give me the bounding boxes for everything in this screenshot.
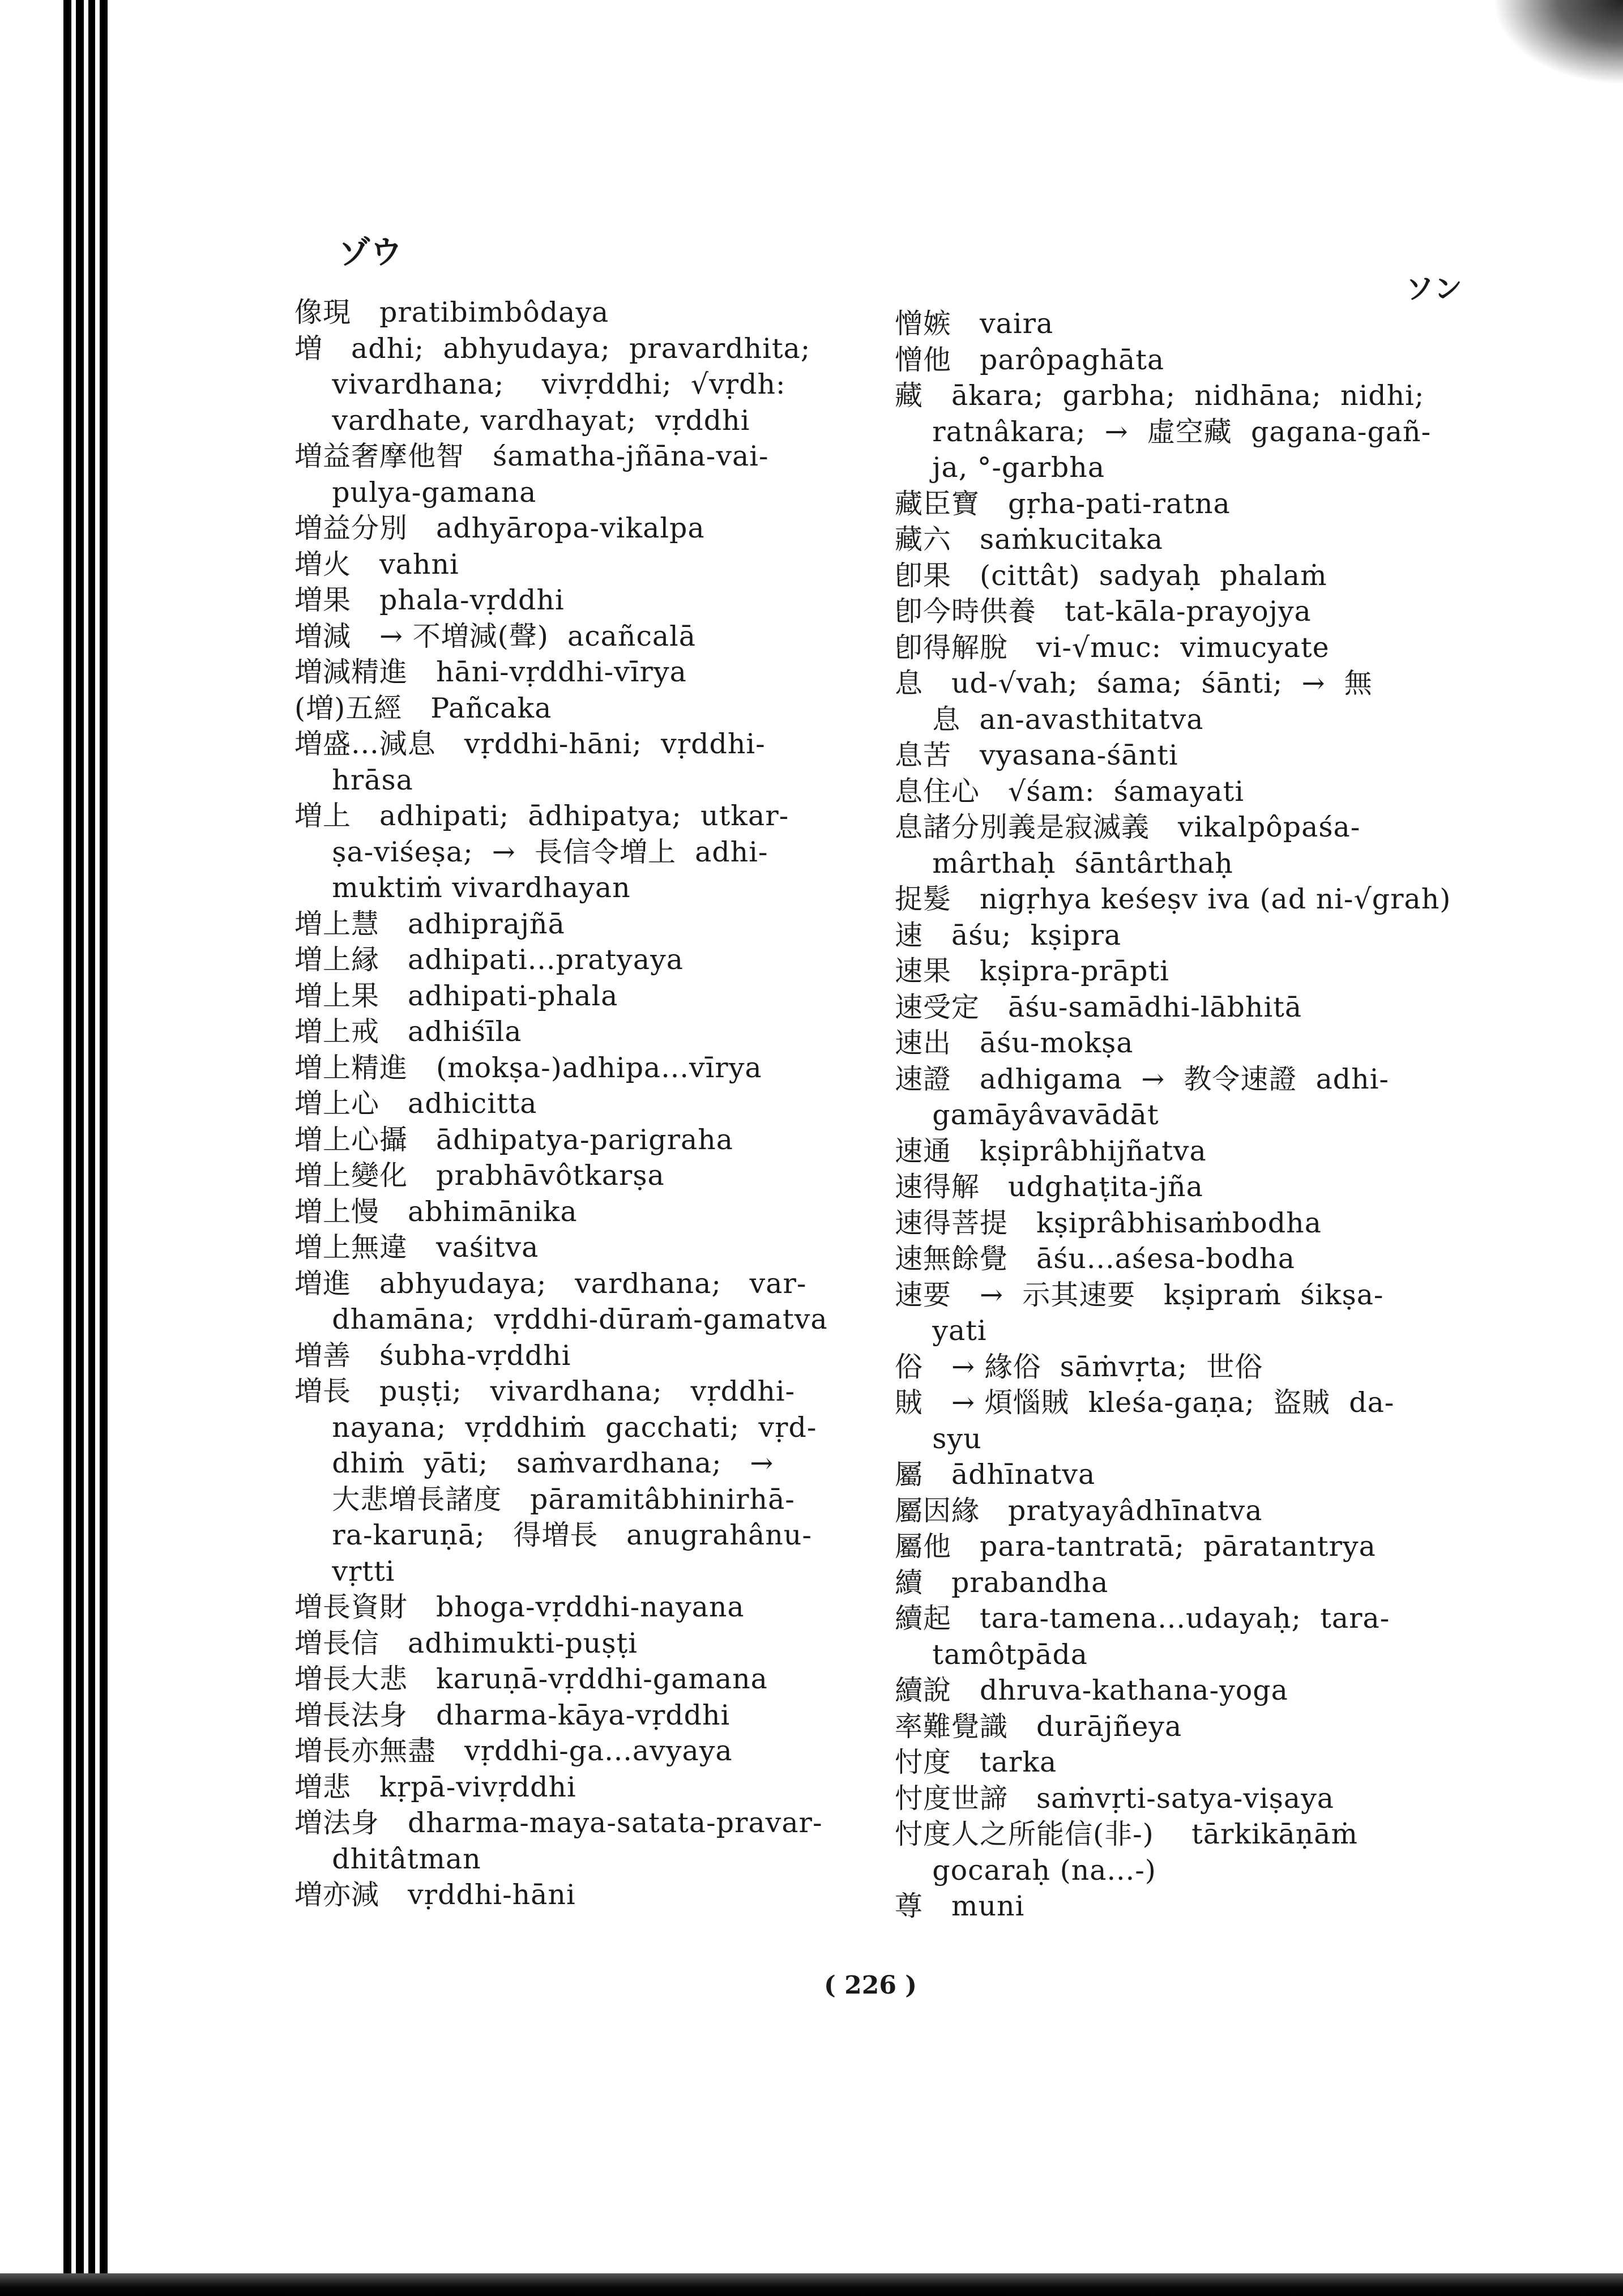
dictionary-entry-line: 増益分別 adhyāropa-vikalpa [294, 512, 705, 544]
dictionary-entry-line: 速證 adhigama → 教令速證 adhi- [895, 1062, 1389, 1095]
dictionary-entry-line: 大悲増長諸度 pāramitâbhinirhā- [294, 1483, 795, 1516]
dictionary-entry-line: 尊 muni [895, 1890, 1025, 1922]
dictionary-entry-line: 増減 → 不増減(聲) acañcalā [294, 620, 696, 652]
dictionary-entry-line: 増長資財 bhoga-vṛddhi-nayana [294, 1591, 745, 1623]
dictionary-entry-line: 増上慢 abhimānika [294, 1195, 578, 1228]
dictionary-entry-line: 像現 pratibimbôdaya [294, 296, 609, 328]
dictionary-entry-line: 息 an-avasthitatva [895, 703, 1204, 736]
dictionary-entry-line: 増長大悲 karuṇā-vṛddhi-gamana [294, 1663, 768, 1695]
dictionary-entry-line: 増長信 adhimukti-puṣṭi [294, 1627, 638, 1659]
dictionary-entry-line: 増上果 adhipati-phala [294, 979, 618, 1012]
dictionary-entry-line: nayana; vṛddhiṁ gacchati; vṛd- [294, 1411, 817, 1444]
scan-corner-shadow [1493, 0, 1623, 85]
dictionary-entry-line: 増上慧 adhiprajñā [294, 907, 565, 940]
dictionary-entry-line: hrāsa [294, 763, 413, 796]
dictionary-entry-line: 増亦減 vṛddhi-hāni [294, 1879, 576, 1911]
dictionary-entry-line: (増)五經 Pañcaka [294, 692, 552, 724]
dictionary-entry-line: 速得菩提 kṣiprâbhisaṁbodha [895, 1206, 1322, 1239]
dictionary-entry-line: 速通 kṣiprâbhijñatva [895, 1134, 1207, 1167]
dictionary-entry-line: dhiṁ yāti; saṁvardhana; → [294, 1447, 774, 1479]
dictionary-entry-line: vṛtti [294, 1555, 395, 1587]
dictionary-entry-line: 屬 ādhīnatva [895, 1458, 1096, 1491]
dictionary-entry-line: ṣa-viśeṣa; → 長信令増上 adhi- [294, 835, 768, 868]
left-column [294, 295, 849, 1913]
dictionary-entry-line: 増長 puṣṭi; vivardhana; vṛddhi- [294, 1375, 796, 1407]
dictionary-entry-line: 増悲 kṛpā-vivṛddhi [294, 1770, 576, 1803]
dictionary-entry-line: 増進 abhyudaya; vardhana; var- [294, 1267, 807, 1300]
dictionary-entry-line: 速無餘覺 āśu...aśesa-bodha [895, 1243, 1295, 1275]
dictionary-entry-line: vardhate, vardhayat; vṛddhi [294, 404, 750, 437]
dictionary-entry-line: mârthaḥ śāntârthaḥ [895, 847, 1233, 880]
dictionary-entry-line: 増上戒 adhiśīla [294, 1015, 522, 1048]
dictionary-entry-line: 俗 → 緣俗 sāṁvṛta; 世俗 [895, 1350, 1263, 1383]
running-head-left: ゾウ [339, 234, 402, 271]
dictionary-entry-line: dhitâtman [294, 1842, 481, 1875]
dictionary-entry-line: 増盛...減息 vṛddhi-hāni; vṛddhi- [294, 728, 766, 760]
dictionary-entry-line: 増上精進 (mokṣa-)adhipa...vīrya [294, 1051, 762, 1084]
dictionary-entry-line: 増果 phala-vṛddhi [294, 584, 565, 616]
book-binding-edge [0, 0, 113, 2296]
dictionary-entry-line: 増善 śubha-vṛddhi [294, 1339, 571, 1372]
dictionary-entry-line: 忖度人之所能信(非-) tārkikāṇāṁ [895, 1818, 1358, 1850]
dictionary-entry-line: 續起 tara-tamena...udayaḥ; tara- [895, 1602, 1390, 1634]
dictionary-entry-line: 増上無違 vaśitva [294, 1231, 539, 1264]
dictionary-entry-line: 率難覺識 durājñeya [895, 1710, 1182, 1743]
dictionary-entry-line: 増上 adhipati; ādhipatya; utkar- [294, 800, 789, 832]
dictionary-entry-line: 増上變化 prabhāvôtkarṣa [294, 1159, 665, 1192]
dictionary-entry-line: 速得解 udghaṭita-jña [895, 1171, 1203, 1203]
dictionary-entry-line: tamôtpāda [895, 1638, 1088, 1671]
dictionary-entry-line: 増法身 dharma-maya-satata-pravar- [294, 1807, 823, 1839]
dictionary-entry-line: 増 adhi; abhyudaya; pravardhita; [294, 332, 811, 365]
dictionary-entry-line: 卽得解脫 vi-√muc: vimucyate [895, 631, 1330, 664]
dictionary-entry-line: 息 ud-√vah; śama; śānti; → 無 [895, 667, 1373, 699]
dictionary-entry-line: 卽今時供養 tat-kāla-prayojya [895, 595, 1312, 628]
dictionary-entry-line: 速受定 āśu-samādhi-lābhitā [895, 991, 1302, 1023]
dictionary-entry-line: 藏 ākara; garbha; nidhāna; nidhi; [895, 379, 1425, 412]
dictionary-entry-line: 憎嫉 vaira [895, 308, 1054, 340]
dictionary-entry-line: 増益奢摩他智 śamatha-jñāna-vai- [294, 440, 769, 472]
dictionary-entry-line: syu [895, 1422, 982, 1455]
dictionary-entry-line: 増減精進 hāni-vṛddhi-vīrya [294, 656, 687, 688]
right-column [895, 306, 1450, 1924]
dictionary-entry-line: 速出 āśu-mokṣa [895, 1027, 1134, 1059]
dictionary-entry-line: muktiṁ vivardhayan [294, 872, 631, 904]
dictionary-entry-line: 續說 dhruva-kathana-yoga [895, 1674, 1288, 1706]
dictionary-entry-line: gamāyâvavādāt [895, 1099, 1159, 1131]
dictionary-entry-line: pulya-gamana [294, 476, 537, 509]
dictionary-entry-line: 忖度世諦 saṁvṛti-satya-viṣaya [895, 1782, 1334, 1815]
dictionary-entry-line: 増上心 adhicitta [294, 1087, 537, 1120]
dictionary-entry-line: ja, °-garbha [895, 451, 1105, 484]
dictionary-entry-line: 増上心攝 ādhipatya-parigraha [294, 1123, 733, 1156]
dictionary-entry-line: dhamāna; vṛddhi-dūraṁ-gamatva [294, 1303, 828, 1335]
dictionary-entry-line: 増上縁 adhipati...pratyaya [294, 944, 684, 976]
dictionary-entry-line: 屬因緣 pratyayâdhīnatva [895, 1494, 1263, 1527]
dictionary-entry-line: vivardhana; vivṛddhi; √vṛdh: [294, 368, 786, 400]
dictionary-entry-line: 續 prabandha [895, 1566, 1109, 1599]
dictionary-entry-line: 藏六 saṁkucitaka [895, 523, 1163, 556]
running-head-right: ソン [1406, 272, 1462, 305]
scan-bottom-edge [0, 2273, 1623, 2296]
dictionary-entry-line: gocaraḥ (na...-) [895, 1854, 1156, 1887]
dictionary-entry-line: 息諸分別義是寂滅義 vikalpôpaśa- [895, 811, 1361, 843]
dictionary-entry-line: 卽果 (cittât) sadyaḥ phalaṁ [895, 559, 1327, 592]
dictionary-entry-line: 息住心 √śam: śamayati [895, 775, 1245, 808]
dictionary-entry-line: 増長亦無盡 vṛddhi-ga...avyaya [294, 1735, 733, 1767]
dictionary-entry-line: 息苦 vyasana-śānti [895, 739, 1178, 771]
dictionary-entry-line: ratnâkara; → 虛空藏 gagana-gañ- [895, 415, 1432, 448]
dictionary-entry-line: 屬他 para-tantratā; pāratantrya [895, 1530, 1376, 1563]
dictionary-entry-line: yati [895, 1315, 987, 1347]
page-number: ( 226 ) [824, 1971, 917, 2000]
dictionary-entry-line: 速果 kṣipra-prāpti [895, 955, 1169, 987]
dictionary-entry-line: 憎他 parôpaghāta [895, 343, 1165, 376]
dictionary-entry-line: 忖度 tarka [895, 1746, 1057, 1778]
dictionary-entry-line: 速要 → 示其速要 kṣipraṁ śikṣa- [895, 1278, 1384, 1311]
dictionary-entry-line: 賊 → 煩惱賊 kleśa-gaṇa; 盜賊 da- [895, 1386, 1395, 1419]
dictionary-entry-line: 藏臣寶 gṛha-pati-ratna [895, 487, 1231, 520]
dictionary-entry-line: ra-karuṇā; 得増長 anugrahânu- [294, 1519, 812, 1551]
dictionary-entry-line: 捉髮 nigṛhya keśeṣv iva (ad ni-√grah) [895, 883, 1451, 915]
dictionary-entry-line: 増火 vahni [294, 548, 459, 581]
dictionary-entry-line: 増長法身 dharma-kāya-vṛddhi [294, 1698, 731, 1731]
dictionary-entry-line: 速 āśu; kṣipra [895, 919, 1122, 951]
